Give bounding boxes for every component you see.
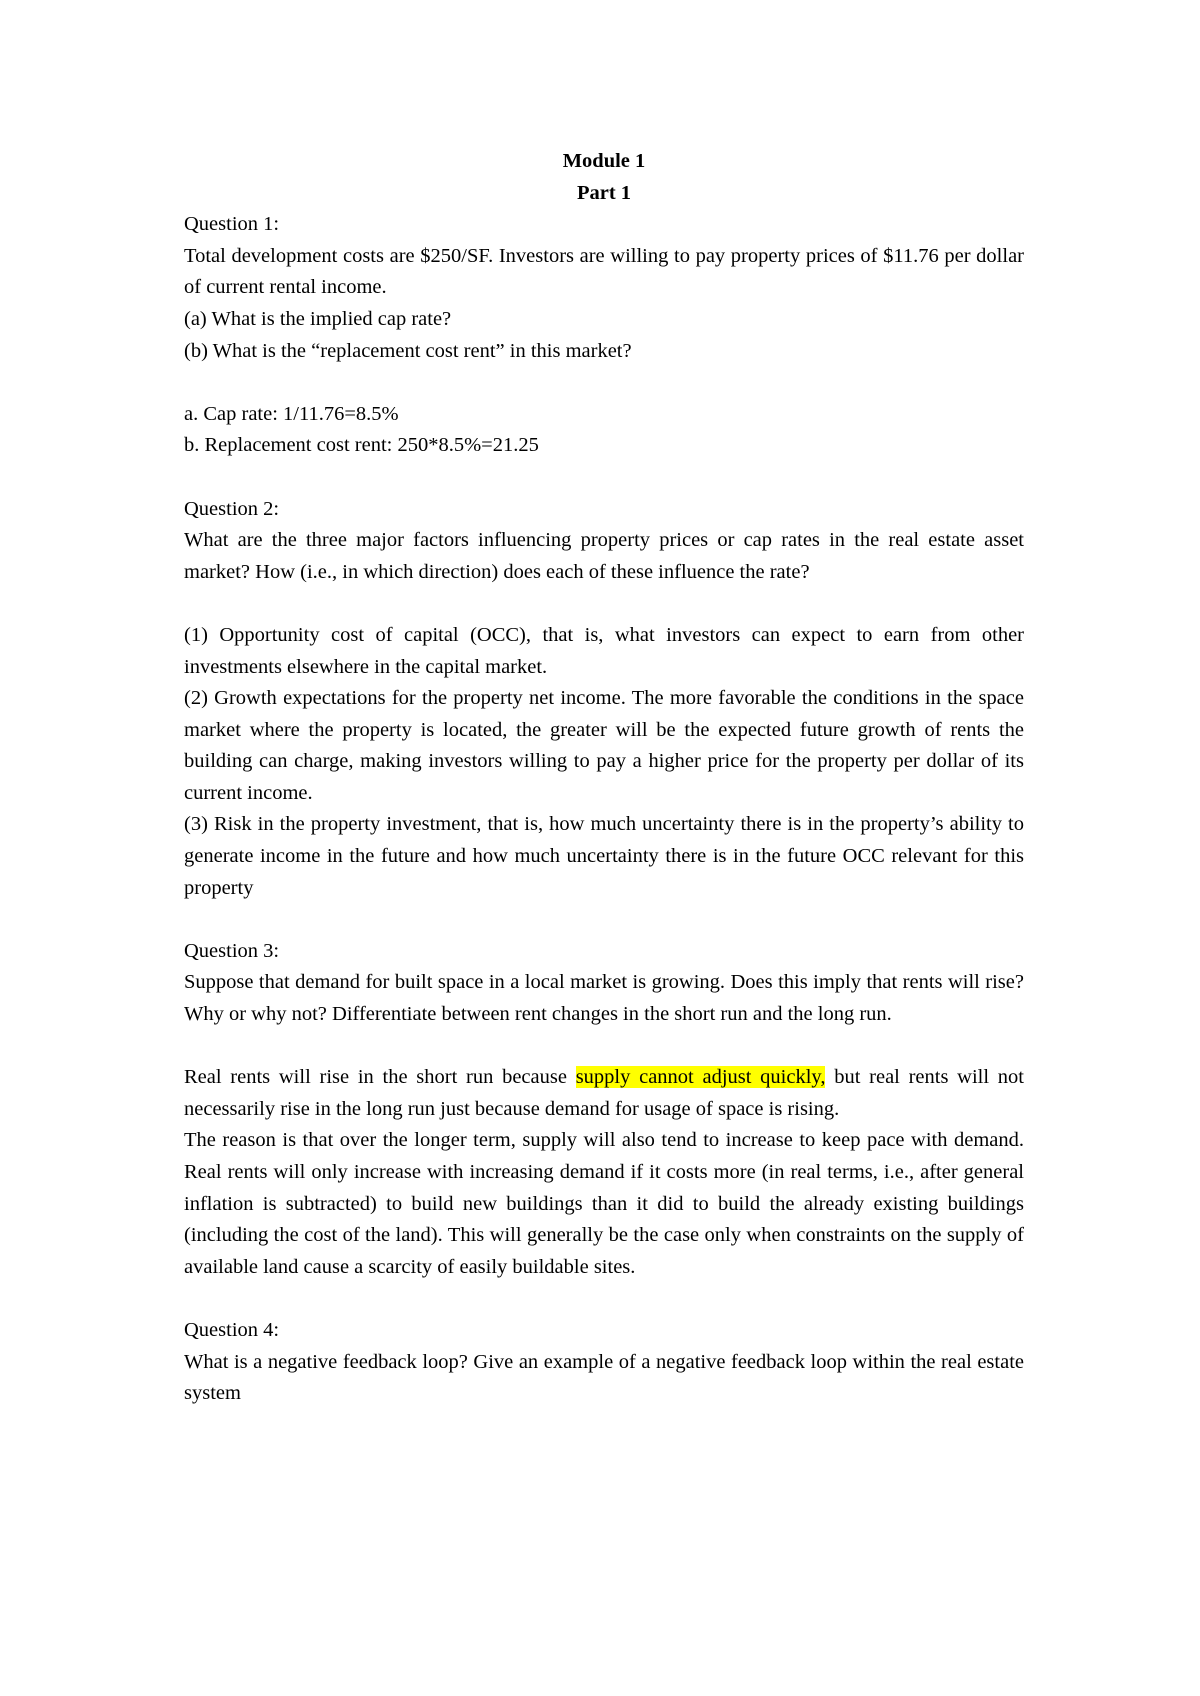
answer-2-factor-2: (2) Growth expectations for the property net income. The more favorable the conditions in the space market where the property is located, the greater will be the expected future growth of rents the building can charge, making investors willing to pay a higher price for the property per dollar of its current income.	[184, 687, 1024, 804]
question-4-heading: Question 4:	[184, 1318, 280, 1341]
question-1-part-b: (b) What is the “replacement cost rent” in this market?	[184, 339, 632, 362]
answer-3-paragraph-1	[184, 1062, 1024, 1125]
answer-3-post-text: but real rents will not necessarily rise in the long run just because demand for usage of space is rising.	[184, 1066, 1024, 1120]
answer-1-b: b. Replacement cost rent: 250*8.5%=21.25	[184, 434, 539, 457]
question-4-text: What is a negative feedback loop? Give an example of a negative feedback loop within the real estate system	[184, 1350, 1024, 1405]
question-1-part-a: (a) What is the implied cap rate?	[184, 307, 452, 330]
answer-3-paragraph-2: The reason is that over the longer term, supply will also tend to increase to keep pace with demand. Real rents will only increase with increasing demand if it costs more (in real terms, i.e., after general inflation is subtracted) to build new buildings than it did to build the already existing buildings (including the cost of the land). This will generally be the case only when constraints on the supply of available land cause a scarcity of easily buildable sites.	[184, 1129, 1024, 1278]
module-title: Module 1	[562, 150, 646, 172]
question-2-heading: Question 2:	[184, 497, 280, 520]
question-1-text: Total development costs are $250/SF. Investors are willing to pay property prices of $11.76 per dollar of current rental income.	[184, 244, 1024, 299]
answer-1-a: a. Cap rate: 1/11.76=8.5%	[184, 402, 399, 425]
answer-2-factor-1: (1) Opportunity cost of capital (OCC), that is, what investors can expect to earn from other investments elsewhere in the capital market.	[184, 623, 1024, 678]
part-title: Part 1	[576, 181, 632, 204]
document-body	[184, 146, 1024, 1410]
highlighted-text: supply cannot adjust quickly,	[575, 1066, 826, 1089]
question-3-heading: Question 3:	[184, 939, 280, 962]
question-1-heading: Question 1:	[184, 213, 280, 236]
question-3-text: Suppose that demand for built space in a local market is growing. Does this imply that rents will rise? Why or why not? Differentiate between rent changes in the short run and the long run.	[184, 971, 1024, 1026]
answer-2-factor-3: (3) Risk in the property investment, that is, how much uncertainty there is in the property’s ability to generate income in the future and how much uncertainty there is in the future OCC relevant for this property	[184, 813, 1024, 899]
answer-3-pre-text: Real rents will rise in the short run because	[184, 1066, 576, 1089]
question-2-text: What are the three major factors influencing property prices or cap rates in the real estate asset market? How (i.e., in which direction) does each of these influence the rate?	[184, 529, 1024, 583]
